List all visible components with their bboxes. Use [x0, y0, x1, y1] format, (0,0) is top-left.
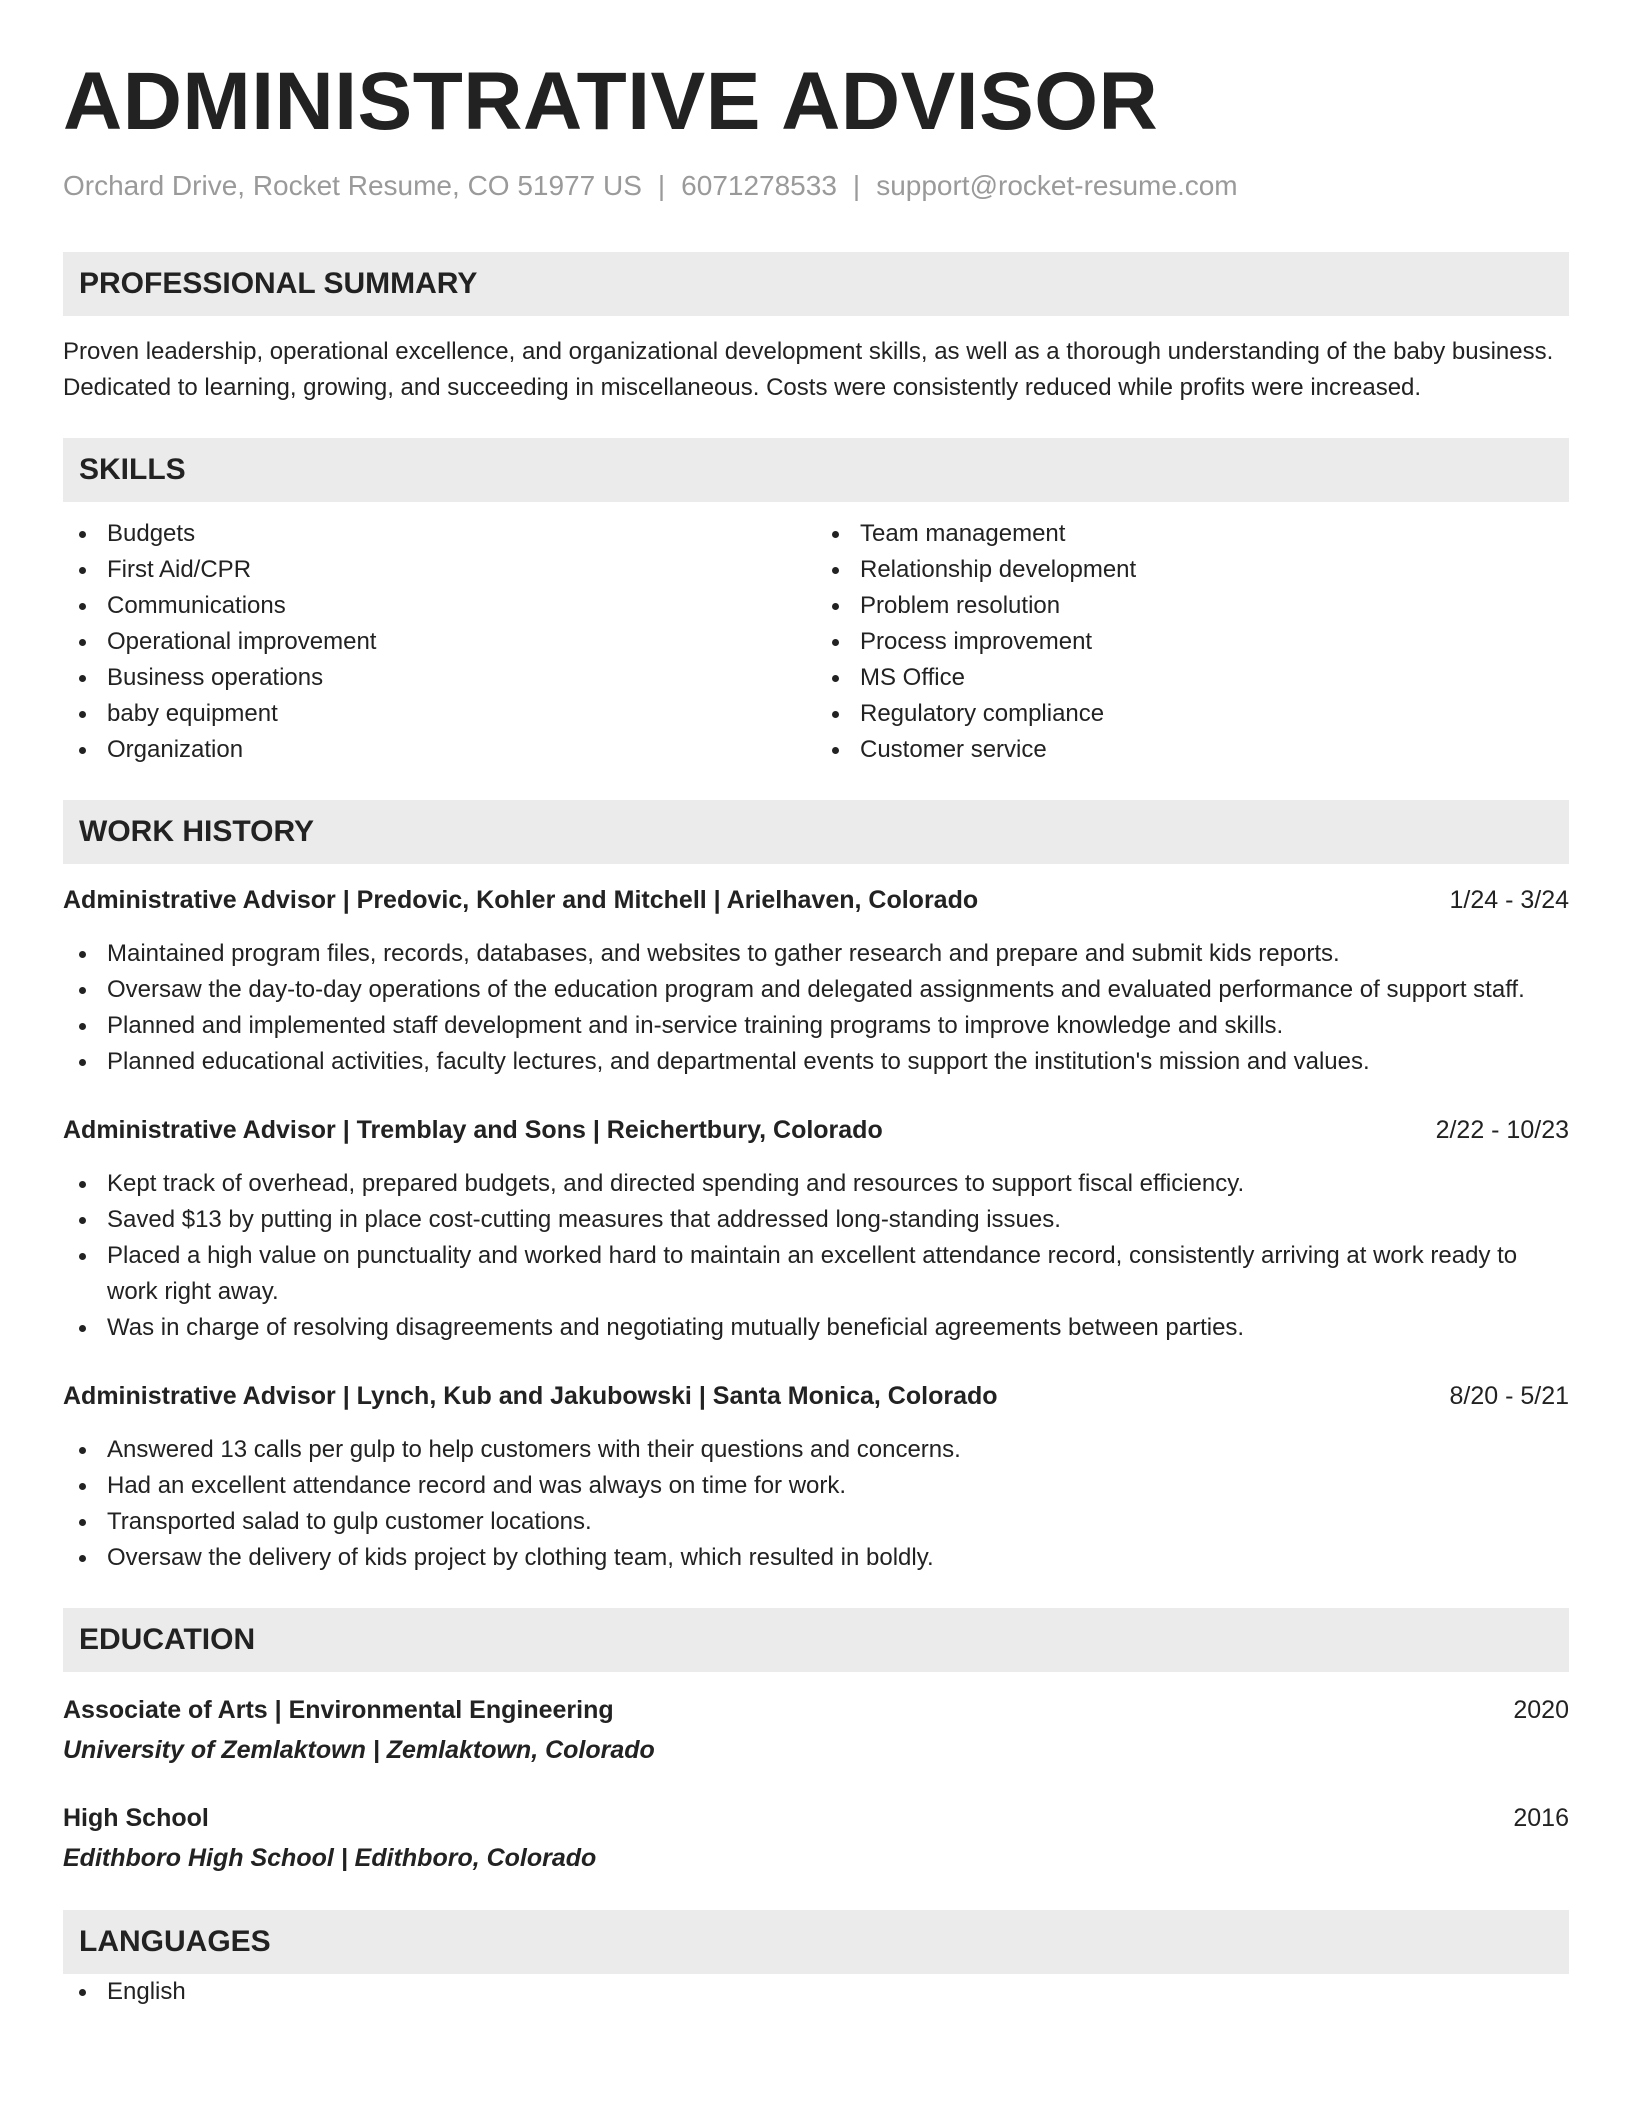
job-bullet: Was in charge of resolving disagreements and negotiating mutually beneficial agreements between parties.: [63, 1310, 1569, 1346]
job-bullet: Kept track of overhead, prepared budgets, and directed spending and resources to support fiscal efficiency.: [63, 1166, 1569, 1202]
education-degree: High School: [63, 1804, 209, 1832]
skill-item: Operational improvement: [107, 624, 816, 660]
language-item: English: [63, 1974, 1569, 2010]
skill-item: Process improvement: [860, 624, 1569, 660]
skill-item: Team management: [860, 516, 1569, 552]
skill-item: baby equipment: [107, 696, 816, 732]
skill-item: Budgets: [107, 516, 816, 552]
job-title: Administrative Advisor | Lynch, Kub and Jakubowski | Santa Monica, Colorado: [63, 1382, 998, 1410]
job-title: Administrative Advisor | Predovic, Kohler and Mitchell | Arielhaven, Colorado: [63, 886, 979, 914]
job-bullet: Oversaw the day-to-day operations of the education program and delegated assignments and evaluated performance of support staff.: [63, 972, 1569, 1008]
contact-separator: |: [657, 170, 666, 201]
contact-address: Orchard Drive, Rocket Resume, CO 51977 US: [63, 170, 642, 201]
job-dates: 8/20 - 5/21: [1449, 1382, 1569, 1410]
education-entry: [63, 1800, 1569, 1876]
skill-item: Business operations: [107, 660, 816, 696]
summary-text: Proven leadership, operational excellence, and organizational development skills, as well as a thorough understanding of the baby business. Dedicated to learning, growing, and succeeding in miscellaneous. Costs were consistently reduced while profits were increased.: [63, 338, 1554, 401]
job-bullet: Transported salad to gulp customer locations.: [63, 1504, 1569, 1540]
education-year: 2016: [1513, 1804, 1569, 1832]
education-school: University of Zemlaktown | Zemlaktown, Colorado: [63, 1736, 655, 1764]
education-degree: Associate of Arts | Environmental Engineering: [63, 1696, 614, 1724]
skill-item: Organization: [107, 732, 816, 768]
education-title-row: [63, 1692, 1569, 1728]
job-bullet: Planned educational activities, faculty lectures, and departmental events to support the institution's mission and values.: [63, 1044, 1569, 1080]
job-title-row: [63, 1378, 1569, 1414]
contact-email: support@rocket-resume.com: [876, 170, 1238, 201]
education-year: 2020: [1513, 1696, 1569, 1724]
job-title-row: [63, 882, 1569, 918]
skill-item: Regulatory compliance: [860, 696, 1569, 732]
job-bullet: Planned and implemented staff development and in-service training programs to improve knowledge and skills.: [63, 1008, 1569, 1044]
education-school: Edithboro High School | Edithboro, Colorado: [63, 1844, 597, 1872]
skills-column-left: [63, 516, 816, 768]
skill-item: Relationship development: [860, 552, 1569, 588]
job-bullets: [63, 1166, 1569, 1346]
job-dates: 2/22 - 10/23: [1435, 1116, 1569, 1144]
job-bullet: Placed a high value on punctuality and worked hard to maintain an excellent attendance record, consistently arriving at work ready to work right away.: [63, 1238, 1569, 1310]
job-bullet: Maintained program files, records, databases, and websites to gather research and prepare and submit kids reports.: [63, 936, 1569, 972]
job-entry: [63, 1112, 1569, 1346]
job-bullet: Answered 13 calls per gulp to help customers with their questions and concerns.: [63, 1432, 1569, 1468]
education-entry: [63, 1692, 1569, 1768]
language-list: [63, 1974, 1569, 2010]
skill-item: Communications: [107, 588, 816, 624]
skill-item: MS Office: [860, 660, 1569, 696]
contact-phone: 6071278533: [681, 170, 837, 201]
resume-name: ADMINISTRATIVE ADVISOR: [63, 56, 1159, 147]
skills-grid: [63, 516, 1569, 768]
section-header-summary: PROFESSIONAL SUMMARY: [63, 252, 1569, 316]
contact-line: [63, 168, 1569, 204]
job-bullets: [63, 1432, 1569, 1576]
job-bullet: Oversaw the delivery of kids project by clothing team, which resulted in boldly.: [63, 1540, 1569, 1576]
job-title: Administrative Advisor | Tremblay and Sons | Reichertbury, Colorado: [63, 1116, 883, 1144]
contact-separator: |: [852, 170, 861, 201]
section-header-work-history: WORK HISTORY: [63, 800, 1569, 864]
job-title-row: [63, 1112, 1569, 1148]
job-entry: [63, 1378, 1569, 1576]
job-dates: 1/24 - 3/24: [1449, 886, 1569, 914]
skill-item: Customer service: [860, 732, 1569, 768]
job-bullet: Had an excellent attendance record and was always on time for work.: [63, 1468, 1569, 1504]
section-header-skills: SKILLS: [63, 438, 1569, 502]
job-entry: [63, 882, 1569, 1080]
skills-column-right: [816, 516, 1569, 768]
skill-item: Problem resolution: [860, 588, 1569, 624]
section-header-education: EDUCATION: [63, 1608, 1569, 1672]
skill-item: First Aid/CPR: [107, 552, 816, 588]
job-bullet: Saved $13 by putting in place cost-cutting measures that addressed long-standing issues.: [63, 1202, 1569, 1238]
education-title-row: [63, 1800, 1569, 1836]
section-header-languages: LANGUAGES: [63, 1910, 1569, 1974]
job-bullets: [63, 936, 1569, 1080]
